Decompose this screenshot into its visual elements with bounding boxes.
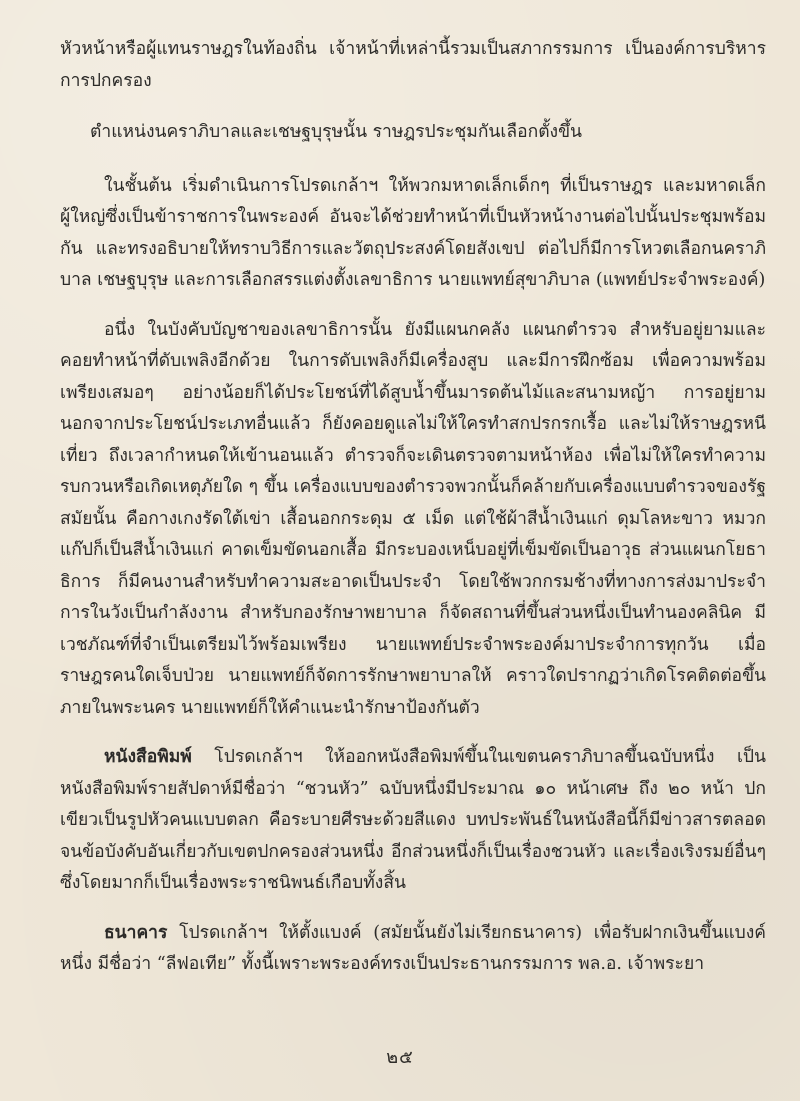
page-number: ๒๕ [386, 1047, 414, 1068]
paragraph-3-text: อนึ่ง ในบังคับบัญชาของเลขาธิการนั้น ยังมีแผนกคลัง แผนกตำรวจ สำหรับอยู่ยามและคอยทำหน้าที่ดับเพลิงอีกด้วย ในการดับเพลิงก็มีเครื่องสูบ และมีการฝึกซ้อม เพื่อความพร้อมเพรียงเสมอๆ อย่างน้อยก็ได้ประโยชน์ที่ได้สูบน้ำขึ้นมารดต้นไม้และสนามหญ้า การอยู่ยามนอกจากประโยชน์ประเภทอื่นแล้ว ก็ยังคอยดูแลไม่ให้ใครทำสกปรกรกเรื้อ และไม่ให้ราษฎรหนีเที่ยว ถึงเวลากำหนดให้เข้านอนแล้ว ตำรวจก็จะเดินตรวจตามหน้าห้อง เพื่อไม่ให้ใครทำความรบกวนหรือเกิดเหตุภัยใด ๆ ขึ้น เครื่องแบบของตำรวจพวกนั้นก็คล้ายกับเครื่องแบบตำรวจของรัฐสมัยนั้น คือกางเกงรัดใต้เข่า เสื้อนอกกระดุม ๕ เม็ด แต่ใช้ผ้าสีน้ำเงินแก่ ดุมโลหะขาว หมวกแก๊ปก็เป็นสีน้ำเงินแก่ คาดเข็มขัดนอกเสื้อ มีกระบองเหน็บอยู่ที่เข็มขัดเป็นอาวุธ ส่วนแผนกโยธาธิการ ก็มีคนงานสำหรับทำความสะอาดเป็นประจำ โดยใช้พวกกรมช้างที่ทางการส่งมาประจำการในวังเป็นกำลังงาน สำหรับกองรักษาพยาบาล ก็จัดสถานที่ขึ้นส่วนหนึ่งเป็นทำนองคลินิค มีเวชภัณฑ์ที่จำเป็นเตรียมไว้พร้อมเพรียง นายแพทย์ประจำพระองค์มาประจำการทุกวัน เมื่อราษฎรคนใดเจ็บป่วย นายแพทย์ก็จัดการรักษาพยาบาลให้ คราวใดปรากฏว่าเกิดโรคติดต่อขึ้นภายในพระนคร นายแพทย์ก็ให้คำแนะนำรักษาป้องกันตัว [60, 319, 766, 718]
paragraph-bank-lead: ธนาคาร [104, 922, 168, 943]
paragraph-2-text: ในชั้นต้น เริ่มดำเนินการโปรดเกล้าฯ ให้พวกมหาดเล็กเด็กๆ ที่เป็นราษฎร และมหาดเล็กผู้ใหญ่ซึ่งเป็นข้าราชการในพระองค์ อันจะได้ช่วยทำหน้าที่เป็นหัวหน้างานต่อไปนั้นประชุมพร้อมกัน และทรงอธิบายให้ทราบวิธีการและวัตถุประสงค์โดยสังเขป ต่อไปก็มีการโหวตเลือกนคราภิบาล เชษฐบุรุษ และการเลือกสรรแต่งตั้งเลขาธิการ นายแพทย์สุขาภิบาล (แพทย์ประจำพระองค์) [60, 175, 766, 290]
paragraph-1-text: หัวหน้าหรือผู้แทนราษฎรในท้องถิ่น เจ้าหน้าที่เหล่านี้รวมเป็นสภากรรมการ เป็นองค์การบริหารการปกครอง [60, 39, 766, 91]
paragraph-2 [60, 171, 766, 297]
section-heading-text: ตำแหน่งนคราภิบาลและเชษฐบุรุษนั้น ราษฎรประชุมกันเลือกตั้งขึ้น [90, 122, 583, 142]
paragraph-1 [60, 34, 766, 97]
paragraph-bank [60, 918, 766, 981]
paragraph-3 [60, 315, 766, 725]
paragraph-bank-text: โปรดเกล้าฯ ให้ตั้งแบงค์ (สมัยนั้นยังไม่เรียกธนาคาร) เพื่อรับฝากเงินขึ้นแบงค์หนึ่ง มีชื่อว่า “ลีฟอเทีย” ทั้งนี้เพราะพระองค์ทรงเป็นประธานกรรมการ พล.อ. เจ้าพระยา [60, 922, 766, 974]
paragraph-newspaper-text: โปรดเกล้าฯ ให้ออกหนังสือพิมพ์ขึ้นในเขตนคราภิบาลขึ้นฉบับหนึ่ง เป็นหนังสือพิมพ์รายสัปดาห์มีชื่อว่า “ชวนหัว” ฉบับหนึ่งมีประมาณ ๑๐ หน้าเศษ ถึง ๒๐ หน้า ปกเขียวเป็นรูปหัวคนแบบตลก คือระบายศีรษะด้วยสีแดง บทประพันธ์ในหนังสือนี้ก็มีข่าวสารตลอดจนข้อบังคับอันเกี่ยวกับเขตปกครองส่วนหนึ่ง อีกส่วนหนึ่งก็เป็นเรื่องชวนหัว และเรื่องเริงรมย์อื่นๆ ซึ่งโดยมากก็เป็นเรื่องพระราชนิพนธ์เกือบทั้งสิ้น [60, 747, 766, 893]
paragraph-newspaper [60, 742, 766, 900]
section-heading [60, 117, 766, 149]
paragraph-newspaper-lead: หนังสือพิมพ์ [104, 747, 192, 767]
